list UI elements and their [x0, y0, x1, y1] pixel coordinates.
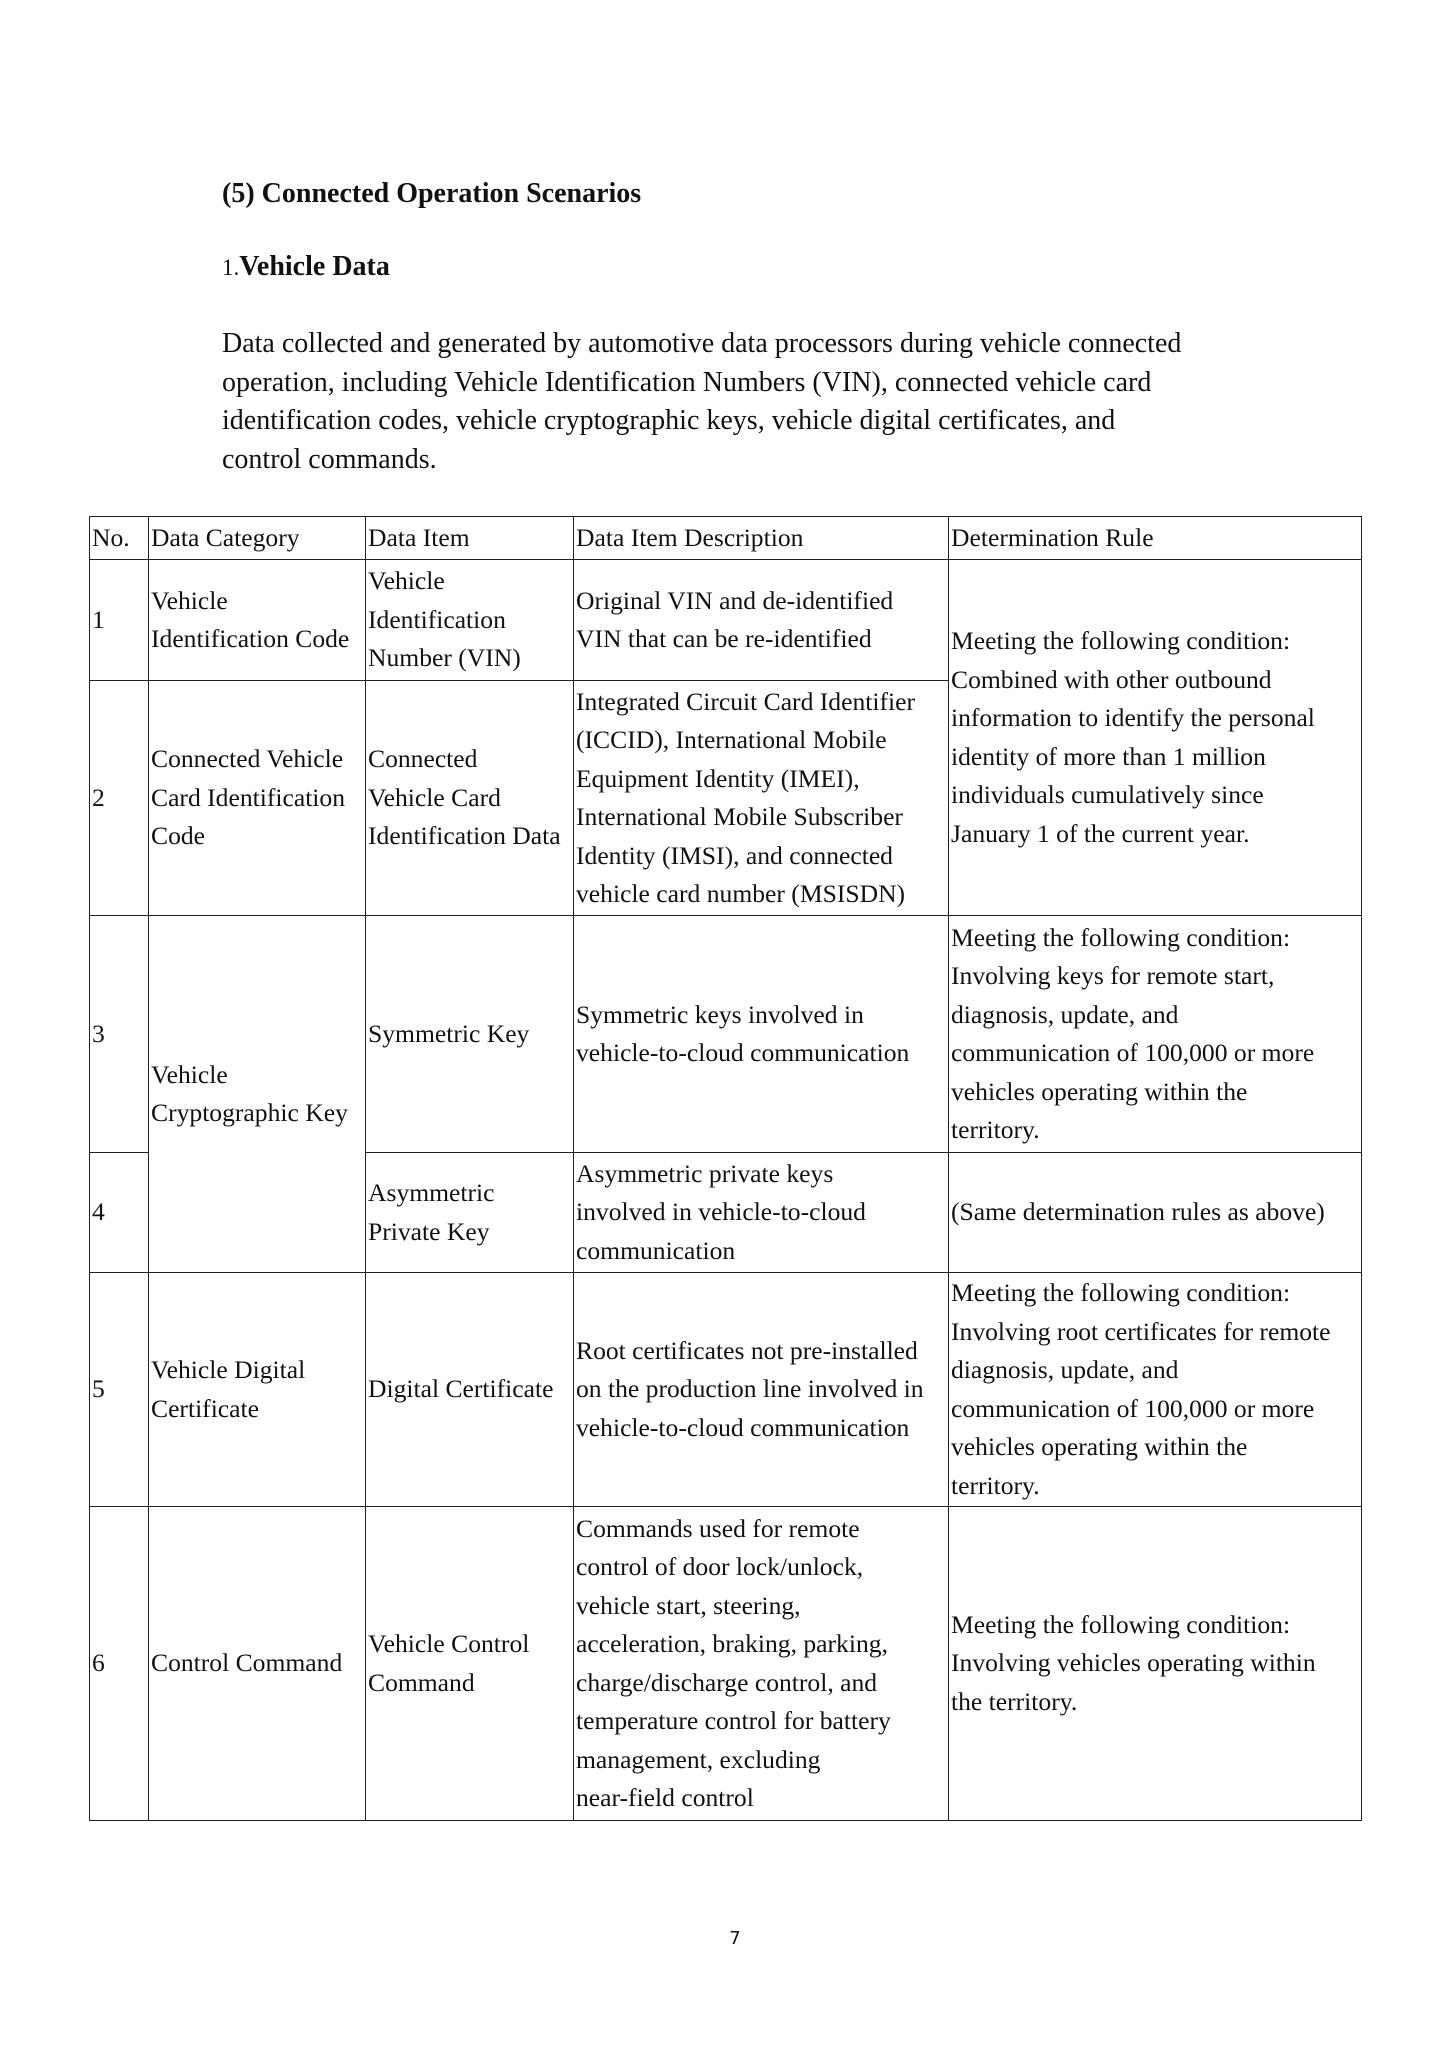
cell-description: Original VIN and de-identified VIN that can be re-identified [574, 560, 949, 681]
cell-description: Symmetric keys involved in vehicle-to-cloud communication [574, 916, 949, 1153]
cell-item: Vehicle Control Command [366, 1507, 574, 1821]
cell-item: Symmetric Key [366, 916, 574, 1153]
header-rule: Determination Rule [949, 517, 1362, 560]
cell-no: 4 [90, 1153, 149, 1273]
table-row [90, 1507, 1362, 1821]
subsection-title-text: Vehicle Data [239, 251, 390, 282]
page-number: 7 [729, 1928, 741, 1949]
subsection-title [222, 251, 390, 283]
cell-category: Control Command [149, 1507, 366, 1821]
cell-rule: Meeting the following condition: Involving vehicles operating within the territory. [949, 1507, 1362, 1821]
cell-no: 1 [90, 560, 149, 681]
cell-description: Asymmetric private keys involved in vehicle-to-cloud communication [574, 1153, 949, 1273]
cell-category: Connected Vehicle Card Identification Code [149, 681, 366, 916]
header-category: Data Category [149, 517, 366, 560]
cell-description: Root certificates not pre-installed on the production line involved in vehicle-to-cloud communication [574, 1273, 949, 1507]
header-item: Data Item [366, 517, 574, 560]
table-row [90, 560, 1362, 681]
cell-rule: (Same determination rules as above) [949, 1153, 1362, 1273]
cell-description: Commands used for remote control of door lock/unlock, vehicle start, steering, acceleration, braking, parking, charge/discharge control, and temperature control for battery management, excluding near-field control [574, 1507, 949, 1821]
cell-rule: Meeting the following condition: Involving keys for remote start, diagnosis, update, and communication of 100,000 or more vehicles operating within the territory. [949, 916, 1362, 1153]
table-row [90, 1273, 1362, 1507]
cell-rule: Meeting the following condition: Involving root certificates for remote diagnosis, update, and communication of 100,000 or more vehicles operating within the territory. [949, 1273, 1362, 1507]
cell-no: 5 [90, 1273, 149, 1507]
cell-category: Vehicle Cryptographic Key [149, 916, 366, 1273]
cell-description: Integrated Circuit Card Identifier (ICCID), International Mobile Equipment Identity (IMEI), International Mobile Subscriber Identity (IMSI), and connected vehicle card number (MSISDN) [574, 681, 949, 916]
cell-item: Digital Certificate [366, 1273, 574, 1507]
cell-category: Vehicle Digital Certificate [149, 1273, 366, 1507]
cell-no: 2 [90, 681, 149, 916]
cell-no: 6 [90, 1507, 149, 1821]
cell-no: 3 [90, 916, 149, 1153]
header-description: Data Item Description [574, 517, 949, 560]
subsection-number: 1. [222, 255, 240, 280]
cell-category: Vehicle Identification Code [149, 560, 366, 681]
vehicle-data-table [89, 516, 1362, 1821]
cell-item: Connected Vehicle Card Identification Data [366, 681, 574, 916]
cell-item: Asymmetric Private Key [366, 1153, 574, 1273]
table-header-row [90, 517, 1362, 560]
header-no: No. [90, 517, 149, 560]
section-title: (5) Connected Operation Scenarios [222, 178, 642, 209]
cell-rule: Meeting the following condition: Combined with other outbound information to identify the personal identity of more than 1 million individuals cumulatively since January 1 of the current year. [949, 560, 1362, 916]
cell-item: Vehicle Identification Number (VIN) [366, 560, 574, 681]
intro-paragraph: Data collected and generated by automotive data processors during vehicle connected operation, including Vehicle Identification Numbers (VIN), connected vehicle card identification codes, vehicle cryptographic keys, vehicle digital certificates, and control commands. [222, 328, 1182, 475]
table-row [90, 916, 1362, 1153]
